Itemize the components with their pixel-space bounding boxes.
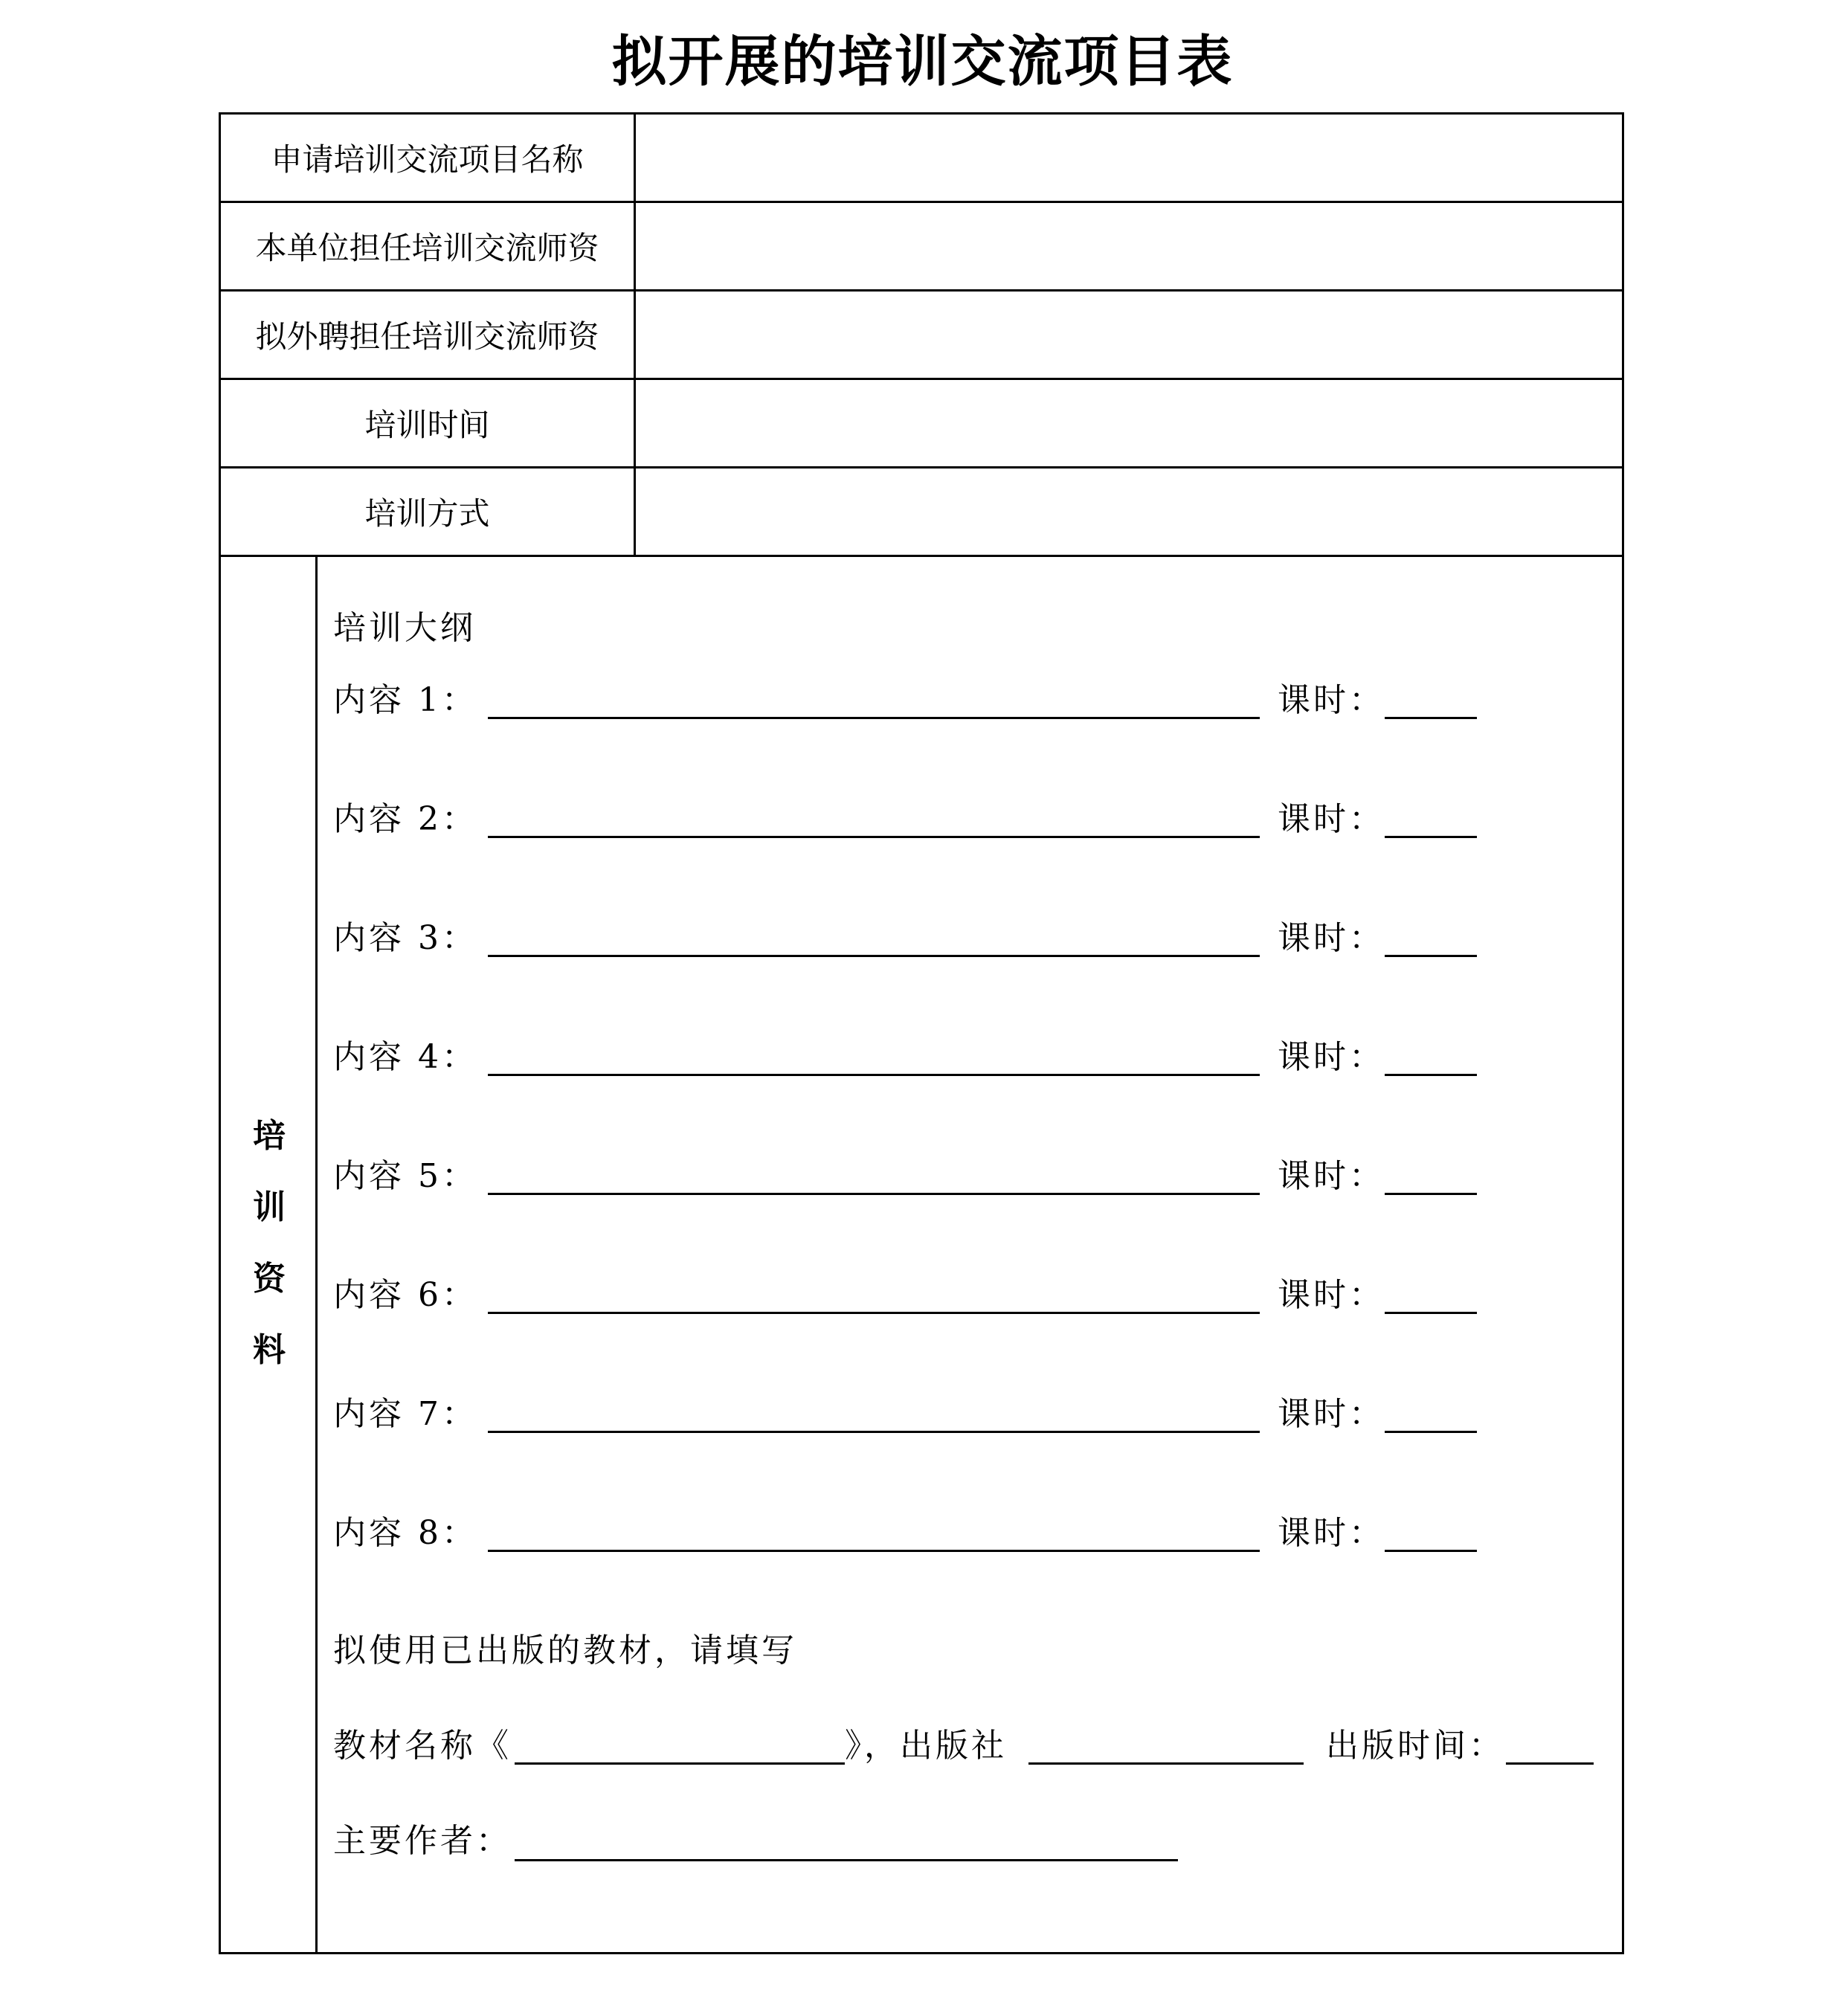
outline-item-content-underline	[488, 1193, 1260, 1195]
outline-item-hours-underline	[1385, 1074, 1477, 1076]
author-field[interactable]	[515, 1819, 1178, 1864]
publisher-underline	[1028, 1762, 1304, 1765]
outline-item-label: 内容 5：	[333, 1157, 477, 1195]
textbook-name-suffix: 》，出版社	[845, 1727, 1007, 1765]
outline-item-hours-field[interactable]	[1385, 1273, 1477, 1318]
side-char: 训	[253, 1188, 286, 1226]
outline-item-hours-underline	[1385, 1550, 1477, 1552]
label-external-trainers: 拟外聘担任培训交流师资	[255, 318, 599, 355]
pub-time-field[interactable]	[1506, 1724, 1594, 1768]
outline-item-hours-label: 课时：	[1278, 800, 1385, 838]
outline-item-label: 内容 4：	[333, 1038, 477, 1076]
outline-item-hours-field[interactable]	[1385, 1392, 1477, 1437]
outline-item-hours-field[interactable]	[1385, 1511, 1477, 1556]
author-label: 主要作者：	[333, 1822, 512, 1860]
outline-item-hours-underline	[1385, 955, 1477, 957]
outline-item-content-field[interactable]	[488, 1035, 1260, 1080]
outline-item-label: 内容 1：	[333, 681, 477, 719]
author-underline	[515, 1859, 1178, 1861]
pub-time-label: 出版时间：	[1326, 1727, 1504, 1765]
outline-item-label: 内容 2：	[333, 800, 477, 838]
outline-item-hours-label: 课时：	[1278, 1514, 1385, 1552]
project-name-field[interactable]	[636, 114, 1622, 201]
side-char: 料	[253, 1331, 286, 1369]
outline-item-hours-field[interactable]	[1385, 678, 1477, 723]
outline-item-content-field[interactable]	[488, 1511, 1260, 1556]
label-internal-trainers: 本单位担任培训交流师资	[255, 229, 599, 266]
training-time-field[interactable]	[636, 379, 1622, 466]
internal-trainers-field[interactable]	[636, 202, 1622, 289]
pub-time-underline	[1506, 1762, 1594, 1765]
outline-item-content-underline	[488, 1074, 1260, 1076]
outline-item-hours-field[interactable]	[1385, 797, 1477, 842]
form-title: 拟开展的培训交流项目表	[611, 30, 1234, 94]
side-char: 培	[253, 1117, 286, 1155]
outline-item-label: 内容 8：	[333, 1514, 477, 1552]
outline-item-content-field[interactable]	[488, 1154, 1260, 1199]
outline-item-hours-label: 课时：	[1278, 1157, 1385, 1195]
publisher-field[interactable]	[1028, 1724, 1304, 1768]
training-materials-side-label	[221, 1101, 318, 1386]
outline-item-label: 内容 3：	[333, 919, 477, 957]
row-divider	[219, 555, 1624, 557]
outline-item-content-underline	[488, 1431, 1260, 1433]
textbook-name-field[interactable]	[515, 1724, 845, 1768]
outline-item-content-underline	[488, 955, 1260, 957]
outline-item-hours-field[interactable]	[1385, 1035, 1477, 1080]
outline-item-hours-field[interactable]	[1385, 916, 1477, 961]
textbook-name-prefix: 教材名称《	[333, 1727, 512, 1765]
outline-item-content-field[interactable]	[488, 678, 1260, 723]
textbook-name-underline	[515, 1762, 845, 1765]
outline-item-content-underline	[488, 1312, 1260, 1314]
outline-item-label: 内容 7：	[333, 1395, 477, 1433]
outline-item-hours-label: 课时：	[1278, 919, 1385, 957]
outline-item-content-field[interactable]	[488, 916, 1260, 961]
outline-item-hours-label: 课时：	[1278, 1276, 1385, 1314]
outline-item-content-underline	[488, 836, 1260, 838]
textbook-intro: 拟使用已出版的教材，请填写	[333, 1632, 797, 1669]
label-training-time: 培训时间	[364, 406, 490, 443]
outline-item-hours-underline	[1385, 836, 1477, 838]
outline-item-content-underline	[488, 1550, 1260, 1552]
outline-item-content-field[interactable]	[488, 1392, 1260, 1437]
label-project-name: 申请培训交流项目名称	[271, 141, 584, 178]
label-training-method: 培训方式	[364, 495, 490, 532]
outline-item-hours-label: 课时：	[1278, 681, 1385, 719]
outline-item-hours-field[interactable]	[1385, 1154, 1477, 1199]
side-char: 资	[253, 1260, 286, 1298]
outline-heading: 培训大纲	[333, 609, 476, 647]
outline-item-hours-label: 课时：	[1278, 1038, 1385, 1076]
outline-item-hours-label: 课时：	[1278, 1395, 1385, 1433]
outline-item-hours-underline	[1385, 717, 1477, 719]
outline-item-content-underline	[488, 717, 1260, 719]
outline-item-content-field[interactable]	[488, 797, 1260, 842]
training-method-field[interactable]	[636, 468, 1622, 555]
external-trainers-field[interactable]	[636, 291, 1622, 378]
outline-item-label: 内容 6：	[333, 1276, 477, 1314]
outline-item-content-field[interactable]	[488, 1273, 1260, 1318]
outline-item-hours-underline	[1385, 1431, 1477, 1433]
outline-item-hours-underline	[1385, 1312, 1477, 1314]
outline-item-hours-underline	[1385, 1193, 1477, 1195]
